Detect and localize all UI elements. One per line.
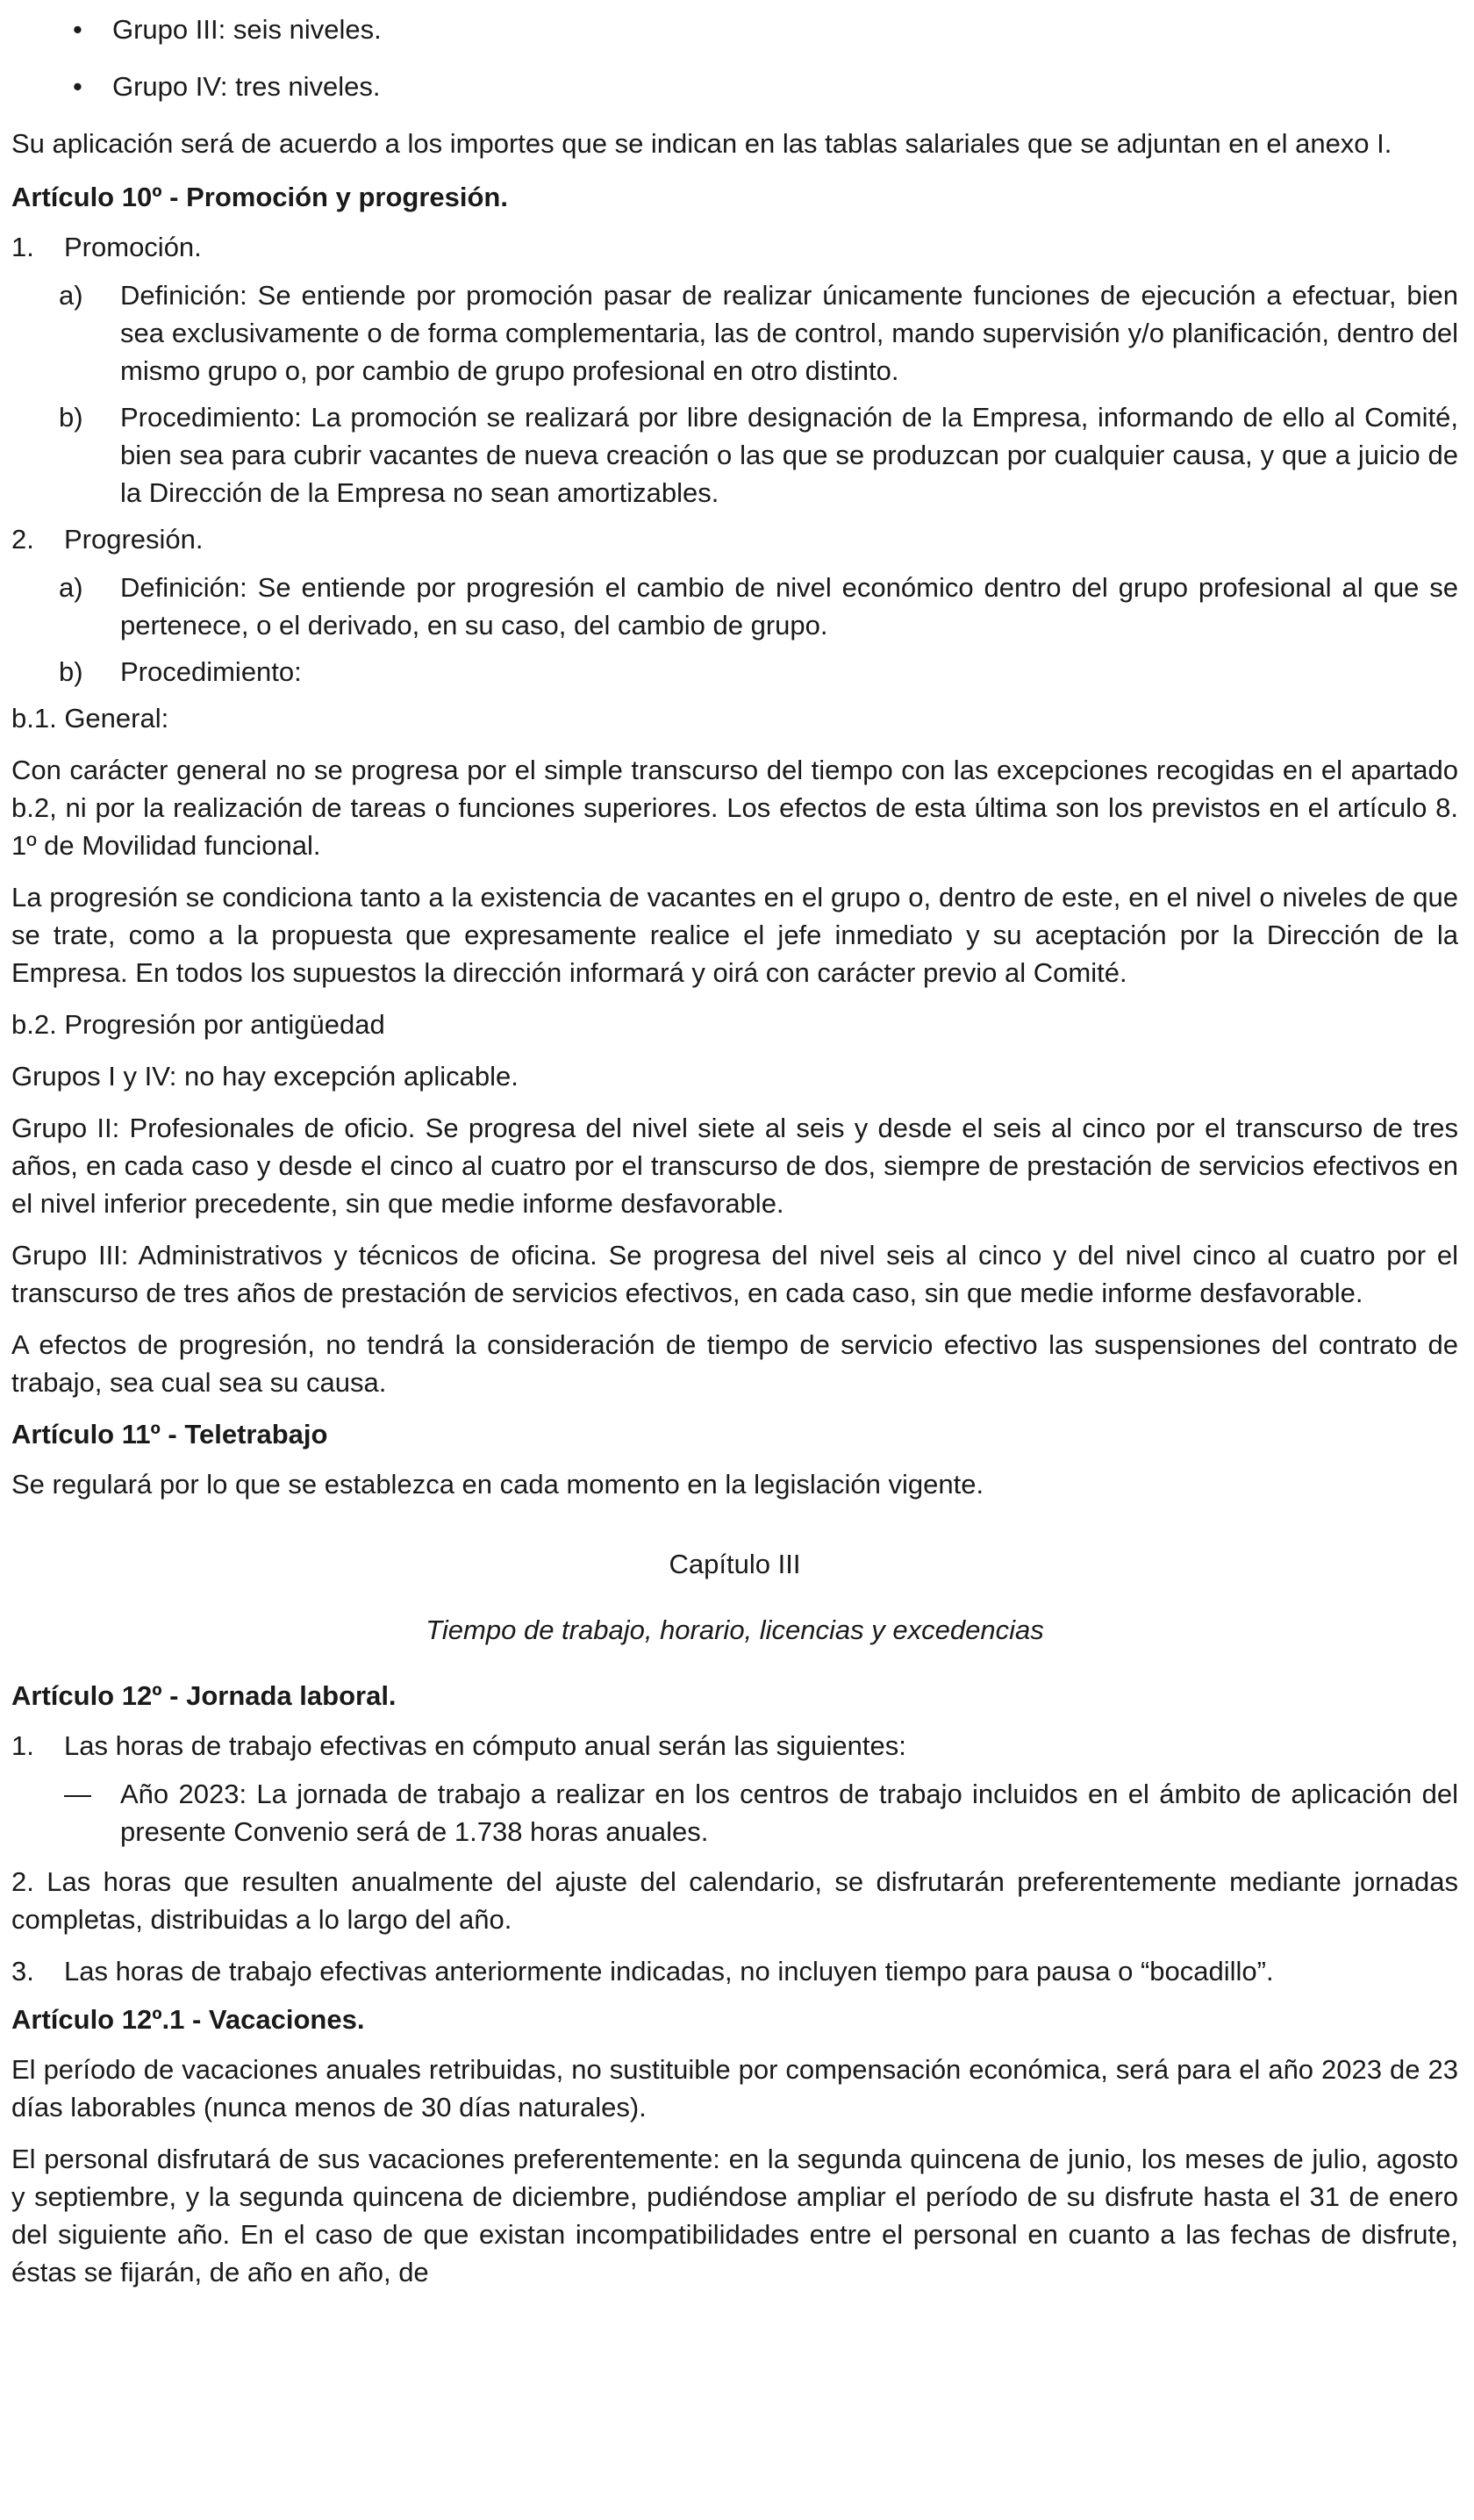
- item-number: 1.: [11, 1730, 34, 1761]
- numbered-item-promocion: [11, 228, 1458, 266]
- sub-item-promocion-a: [11, 276, 1458, 390]
- item-number: 2.: [11, 524, 34, 555]
- paragraph-aplicacion: Su aplicación será de acuerdo a los importes que se indican en las tablas salariales que se adjuntan en el anexo I.: [11, 128, 1392, 159]
- sub-item-text: Definición: Se entiende por promoción pasar de realizar únicamente funciones de ejecución a efectuar, bien sea exclusivamente o de forma complementaria, las de control, mando supervisión y/o planificación, dentro del mismo grupo o, por cambio de grupo profesional en otro distinto.: [120, 280, 1458, 386]
- paragraph-vacaciones-periodo: El período de vacaciones anuales retribuidas, no sustituible por compensación económica, será para el año 2023 de 23 días laborables (nunca menos de 30 días naturales).: [11, 2054, 1458, 2123]
- bullet-text: Grupo IV: tres niveles.: [112, 71, 381, 102]
- article-11-heading: Artículo 11º - Teletrabajo: [11, 1419, 328, 1450]
- chapter-subtitle: Tiempo de trabajo, horario, licencias y excedencias: [426, 1614, 1044, 1645]
- sub-item-letter: b): [59, 402, 83, 433]
- item-number: 1.: [11, 232, 34, 262]
- list-item: [11, 11, 1458, 48]
- sub-item-progresion-b: [11, 653, 1458, 691]
- article-12-heading: Artículo 12º - Jornada laboral.: [11, 1680, 397, 1711]
- list-item: [11, 68, 1458, 105]
- article-12-1-heading: Artículo 12º.1 - Vacaciones.: [11, 2004, 365, 2035]
- item-number: 3.: [11, 1956, 34, 1987]
- sub-item-text: Procedimiento:: [120, 656, 302, 687]
- bullet-icon: •: [73, 14, 82, 45]
- numbered-item-2: 2. Las horas que resulten anualmente del ajuste del calendario, se disfrutarán preferentemente mediante jornadas completas, distribuidas a lo largo del año.: [11, 1866, 1458, 1935]
- paragraph-vacaciones-disfrute: El personal disfrutará de sus vacaciones preferentemente: en la segunda quincena de junio, los meses de julio, agosto y septiembre, y la segunda quincena de diciembre, pudiéndose ampliar el período de su disfrute hasta el 31 de enero del siguiente año. En el caso de que existan incompatibilidades entre el personal en cuanto a las fechas de disfrute, éstas se fijarán, de año en año, de: [11, 2144, 1458, 2287]
- dash-marker: —: [64, 1779, 91, 1809]
- paragraph-grupo-iii: Grupo III: Administrativos y técnicos de oficina. Se progresa del nivel seis al cinco y del nivel cinco al cuatro por el transcurso de tres años de prestación de servicios efectivos, en cada caso, sin que medie informe desfavorable.: [11, 1240, 1458, 1308]
- item-label: Promoción.: [64, 232, 202, 262]
- paragraph-grupo-ii: Grupo II: Profesionales de oficio. Se progresa del nivel siete al seis y desde el seis al cinco por el transcurso de tres años, en cada caso y desde el cinco al cuatro por el transcurso de dos, siempre de prestación de servicios efectivos en el nivel inferior precedente, sin que medie informe desfavorable.: [11, 1113, 1458, 1219]
- item-label: Progresión.: [64, 524, 204, 555]
- section-b2-label: b.2. Progresión por antigüedad: [11, 1009, 385, 1040]
- bullet-icon: •: [73, 71, 82, 102]
- sub-item-progresion-a: [11, 569, 1458, 644]
- dash-item-text: Año 2023: La jornada de trabajo a realizar en los centros de trabajo incluidos en el ámbito de aplicación del presente Convenio será de 1.738 horas anuales.: [120, 1779, 1458, 1847]
- sub-item-promocion-b: [11, 398, 1458, 512]
- dash-item-2023: [11, 1775, 1458, 1851]
- numbered-item-1: [11, 1727, 1458, 1765]
- paragraph-teletrabajo: Se regulará por lo que se establezca en cada momento en la legislación vigente.: [11, 1469, 984, 1500]
- chapter-title: Capítulo III: [669, 1549, 801, 1579]
- item-text: Las horas de trabajo efectivas anteriormente indicadas, no incluyen tiempo para pausa o “bocadillo”.: [64, 1956, 1274, 1987]
- sub-item-text: Procedimiento: La promoción se realizará por libre designación de la Empresa, informando de ello al Comité, bien sea para cubrir vacantes de nueva creación o las que se produzcan por cualquier causa, y que a juicio de la Dirección de la Empresa no sean amortizables.: [120, 402, 1458, 508]
- section-b1-label: b.1. General:: [11, 703, 169, 734]
- sub-item-letter: b): [59, 656, 83, 687]
- numbered-item-3: [11, 1952, 1458, 1990]
- paragraph-grupos-i-iv: Grupos I y IV: no hay excepción aplicable.: [11, 1061, 519, 1092]
- article-10-heading: Artículo 10º - Promoción y progresión.: [11, 182, 508, 212]
- sub-item-letter: a): [59, 572, 83, 603]
- paragraph-b1-condiciones: La progresión se condiciona tanto a la existencia de vacantes en el grupo o, dentro de este, en el nivel o niveles de que se trate, como a la propuesta que expresamente realice el jefe inmediato y su aceptación por la Dirección de la Empresa. En todos los supuestos la dirección informará y oirá con carácter previo al Comité.: [11, 882, 1458, 988]
- paragraph-efectos-progresion: A efectos de progresión, no tendrá la consideración de tiempo de servicio efectivo las suspensiones del contrato de trabajo, sea cual sea su causa.: [11, 1329, 1458, 1398]
- item-text: Las horas de trabajo efectivas en cómputo anual serán las siguientes:: [64, 1730, 906, 1761]
- paragraph-b1-general: Con carácter general no se progresa por el simple transcurso del tiempo con las excepciones recogidas en el apartado b.2, ni por la realización de tareas o funciones superiores. Los efectos de esta última son los previstos en el artículo 8. 1º de Movilidad funcional.: [11, 755, 1458, 861]
- bullet-text: Grupo III: seis niveles.: [112, 14, 382, 45]
- numbered-item-progresion: [11, 520, 1458, 558]
- sub-item-text: Definición: Se entiende por progresión el cambio de nivel económico dentro del grupo profesional al que se pertenece, o el derivado, en su caso, del cambio de grupo.: [120, 572, 1458, 641]
- sub-item-letter: a): [59, 280, 83, 311]
